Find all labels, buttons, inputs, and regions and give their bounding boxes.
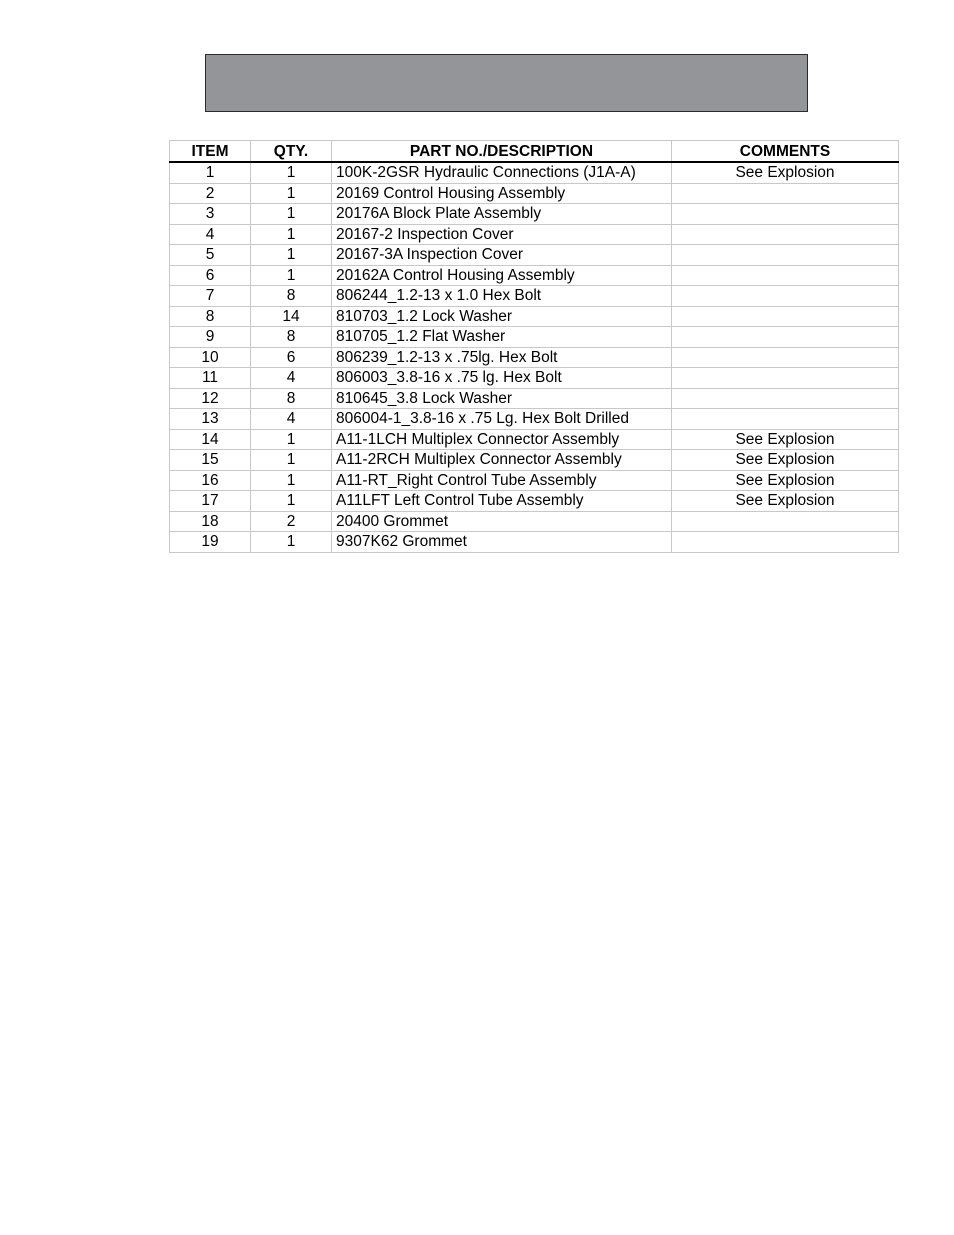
qty-cell: 4 (251, 368, 332, 389)
item-cell: 5 (170, 245, 251, 266)
description-cell: 806244_1.2-13 x 1.0 Hex Bolt (332, 286, 672, 307)
table-row (170, 327, 899, 348)
comments-cell (672, 286, 899, 307)
qty-cell: 14 (251, 306, 332, 327)
comments-cell (672, 245, 899, 266)
comments-cell (672, 224, 899, 245)
item-cell: 13 (170, 409, 251, 430)
parts-list-table (169, 140, 899, 553)
header-description: PART NO./DESCRIPTION (332, 141, 672, 163)
qty-cell: 1 (251, 183, 332, 204)
table-row (170, 532, 899, 553)
description-cell: 20176A Block Plate Assembly (332, 204, 672, 225)
comments-cell (672, 388, 899, 409)
comments-cell: See Explosion (672, 450, 899, 471)
description-cell: A11-RT_Right Control Tube Assembly (332, 470, 672, 491)
header-comments: COMMENTS (672, 141, 899, 163)
qty-cell: 1 (251, 265, 332, 286)
table-row (170, 409, 899, 430)
description-cell: 810705_1.2 Flat Washer (332, 327, 672, 348)
description-cell: A11LFT Left Control Tube Assembly (332, 491, 672, 512)
description-cell: 20400 Grommet (332, 511, 672, 532)
item-cell: 17 (170, 491, 251, 512)
item-cell: 8 (170, 306, 251, 327)
qty-cell: 8 (251, 388, 332, 409)
table-body (170, 162, 899, 552)
description-cell: A11-1LCH Multiplex Connector Assembly (332, 429, 672, 450)
qty-cell: 8 (251, 327, 332, 348)
table-row (170, 224, 899, 245)
table-row (170, 245, 899, 266)
item-cell: 15 (170, 450, 251, 471)
comments-cell: See Explosion (672, 162, 899, 183)
item-cell: 9 (170, 327, 251, 348)
comments-cell (672, 532, 899, 553)
table-header-row (170, 141, 899, 163)
description-cell: 100K-2GSR Hydraulic Connections (J1A-A) (332, 162, 672, 183)
description-cell: 20162A Control Housing Assembly (332, 265, 672, 286)
item-cell: 12 (170, 388, 251, 409)
description-cell: A11-2RCH Multiplex Connector Assembly (332, 450, 672, 471)
item-cell: 1 (170, 162, 251, 183)
header-item: ITEM (170, 141, 251, 163)
description-cell: 20169 Control Housing Assembly (332, 183, 672, 204)
qty-cell: 1 (251, 429, 332, 450)
item-cell: 7 (170, 286, 251, 307)
table-row (170, 162, 899, 183)
table-row (170, 491, 899, 512)
table-row (170, 388, 899, 409)
comments-cell: See Explosion (672, 470, 899, 491)
qty-cell: 1 (251, 224, 332, 245)
table-row (170, 286, 899, 307)
title-bar (205, 54, 808, 112)
table-row (170, 204, 899, 225)
qty-cell: 1 (251, 491, 332, 512)
description-cell: 810645_3.8 Lock Washer (332, 388, 672, 409)
description-cell: 9307K62 Grommet (332, 532, 672, 553)
comments-cell (672, 204, 899, 225)
item-cell: 2 (170, 183, 251, 204)
comments-cell (672, 306, 899, 327)
header-qty: QTY. (251, 141, 332, 163)
comments-cell (672, 183, 899, 204)
comments-cell (672, 368, 899, 389)
item-cell: 11 (170, 368, 251, 389)
item-cell: 3 (170, 204, 251, 225)
qty-cell: 2 (251, 511, 332, 532)
qty-cell: 1 (251, 532, 332, 553)
description-cell: 806004-1_3.8-16 x .75 Lg. Hex Bolt Drilled (332, 409, 672, 430)
description-cell: 20167-2 Inspection Cover (332, 224, 672, 245)
item-cell: 18 (170, 511, 251, 532)
description-cell: 20167-3A Inspection Cover (332, 245, 672, 266)
table-row (170, 429, 899, 450)
table-row (170, 368, 899, 389)
comments-cell (672, 409, 899, 430)
item-cell: 16 (170, 470, 251, 491)
qty-cell: 1 (251, 245, 332, 266)
item-cell: 14 (170, 429, 251, 450)
table-row (170, 450, 899, 471)
qty-cell: 1 (251, 450, 332, 471)
description-cell: 806003_3.8-16 x .75 lg. Hex Bolt (332, 368, 672, 389)
item-cell: 10 (170, 347, 251, 368)
qty-cell: 1 (251, 162, 332, 183)
qty-cell: 1 (251, 470, 332, 491)
comments-cell (672, 511, 899, 532)
comments-cell (672, 265, 899, 286)
table-row (170, 306, 899, 327)
qty-cell: 1 (251, 204, 332, 225)
item-cell: 19 (170, 532, 251, 553)
item-cell: 4 (170, 224, 251, 245)
table-row (170, 470, 899, 491)
description-cell: 810703_1.2 Lock Washer (332, 306, 672, 327)
table-row (170, 265, 899, 286)
qty-cell: 4 (251, 409, 332, 430)
item-cell: 6 (170, 265, 251, 286)
table-row (170, 511, 899, 532)
comments-cell: See Explosion (672, 491, 899, 512)
description-cell: 806239_1.2-13 x .75lg. Hex Bolt (332, 347, 672, 368)
comments-cell (672, 327, 899, 348)
qty-cell: 8 (251, 286, 332, 307)
comments-cell: See Explosion (672, 429, 899, 450)
table-row (170, 347, 899, 368)
qty-cell: 6 (251, 347, 332, 368)
table-row (170, 183, 899, 204)
comments-cell (672, 347, 899, 368)
